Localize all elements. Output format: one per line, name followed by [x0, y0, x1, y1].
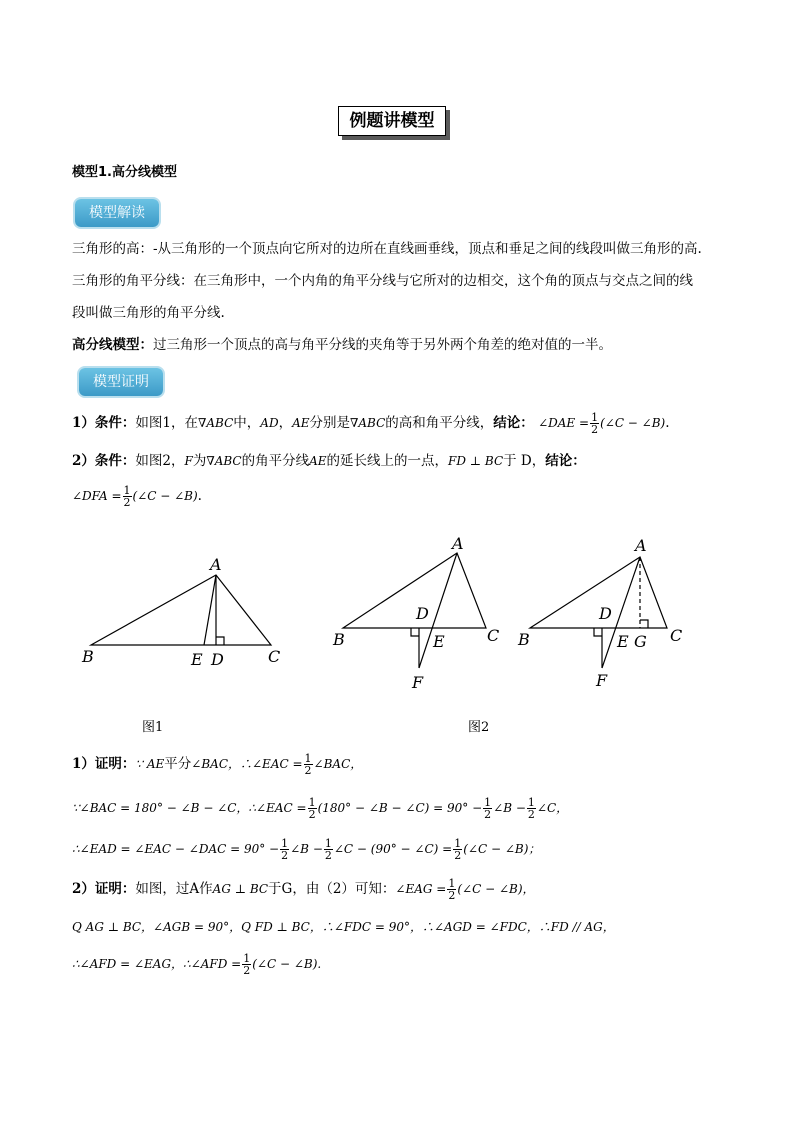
fig2-label-c: C — [487, 626, 500, 645]
proof2-math: AG ⊥ BC — [212, 882, 269, 896]
proof1-fraction — [308, 797, 317, 820]
badge-model-proof: 模型证明 — [79, 368, 163, 396]
fig2-label-e: E — [433, 632, 445, 651]
proof1-math: ∠BAC，∴∠EAC = — [191, 757, 303, 771]
frac-num: 1 — [324, 837, 332, 850]
cond2-ae: AE — [309, 454, 327, 468]
cond1-text: ， — [278, 415, 293, 431]
proof1-fraction — [527, 797, 536, 820]
proof2-line2 — [72, 917, 615, 937]
frac-num: 1 — [243, 952, 251, 965]
proof1-math: ∠B − — [290, 842, 323, 856]
fig1-bisector-ae — [204, 575, 216, 645]
fig3-label-e: E — [617, 632, 629, 651]
fig2-right-angle-mark — [411, 628, 419, 636]
proof1-math: ∠C， — [536, 801, 569, 815]
proof2-fraction — [447, 878, 456, 901]
fig1-triangle — [91, 575, 271, 645]
fig3-right-angle-mark-d — [594, 628, 602, 636]
fig2-label-d: D — [416, 604, 429, 623]
fig2-label-f: F — [412, 673, 424, 692]
proof1-fraction — [453, 838, 462, 861]
cond2-text: 于 D， — [503, 453, 546, 469]
proof2-line1 — [72, 878, 535, 901]
fig3-right-angle-mark-g — [640, 620, 648, 628]
frac-num: 1 — [527, 796, 535, 809]
cond1-ae: AE — [292, 416, 310, 430]
page-title: 例题讲模型 — [338, 106, 446, 136]
frac-num: 1 — [484, 796, 492, 809]
fig1-label-e: E — [191, 650, 203, 669]
fig1-label-d: D — [211, 650, 224, 669]
cond2-end: . — [197, 488, 202, 504]
cond2-f: F — [184, 454, 193, 468]
frac-num: 1 — [281, 837, 289, 850]
proof2-fraction — [242, 953, 251, 976]
figure-1 — [91, 575, 271, 645]
proof1-math: ∵∠BAC = 180° − ∠B − ∠C，∴∠EAC = — [72, 801, 307, 815]
frac-num: 1 — [454, 837, 462, 850]
frac-num: 1 — [304, 752, 312, 765]
cond1-end: . — [665, 415, 670, 431]
proof1-line3 — [72, 838, 540, 861]
cond1-text: 如图1，在 — [135, 415, 198, 431]
cond2-text: 的延长线上的一点， — [326, 453, 449, 469]
cond1-text: 分别是 — [309, 415, 351, 431]
cond2-text: 的角平分线 — [241, 453, 310, 469]
fig1-caption: 图1 — [142, 720, 164, 735]
cond1-rhs: (∠C − ∠B) — [600, 416, 666, 430]
cond1-lhs: ∠DAE = — [538, 416, 590, 430]
proof2-math: ∠EAG = — [395, 882, 447, 896]
cond2-text: 为 — [192, 453, 207, 469]
proof1-math: ∵ AE — [135, 757, 165, 771]
fig3-label-d: D — [599, 604, 612, 623]
reading-line1: 三角形的高：-从三角形的一个顶点向它所对的边所在直线画垂线，顶点和垂足之间的线段叫做三角形的高. — [72, 241, 702, 257]
fig1-label-a: A — [210, 555, 222, 574]
proof1-fraction — [304, 753, 313, 776]
frac-num: 1 — [448, 877, 456, 890]
reading-line3: 段叫做三角形的角平分线. — [72, 305, 225, 321]
proof2-math: (∠C − ∠B). — [252, 957, 322, 971]
frac-den: 2 — [324, 849, 332, 862]
proof2-math: (∠C − ∠B)， — [457, 882, 535, 896]
proof1-prefix: 1）证明： — [72, 756, 136, 772]
frac-den: 2 — [123, 496, 131, 509]
proof1-math: (180° − ∠B − ∠C) = 90° − — [317, 801, 483, 815]
cond2-perp: FD ⊥ BC — [448, 454, 504, 468]
fig2-label-a: A — [452, 534, 464, 553]
model-label: 高分线模型： — [72, 337, 153, 353]
cond1-tri: ∇ABC — [350, 416, 386, 430]
fig3-label-b: B — [518, 630, 530, 649]
cond1-conclusion-label: 结论： — [493, 415, 534, 431]
cond1-tri: ∇ABC — [198, 416, 234, 430]
frac-num: 1 — [591, 411, 599, 424]
cond1-ad: AD — [260, 416, 279, 430]
frac-den: 2 — [527, 808, 535, 821]
proof2-text: 如图，过A作 — [135, 881, 213, 897]
proof1-math: (∠C − ∠B)； — [463, 842, 541, 856]
proof1-fraction — [280, 838, 289, 861]
proof2-text: 于G，由（2）可知： — [268, 881, 396, 897]
cond2-text: 如图2， — [135, 453, 185, 469]
fig1-right-angle-mark — [216, 637, 224, 645]
cond2-rhs: (∠C − ∠B) — [132, 489, 198, 503]
cond2-tri: ∇ABC — [206, 454, 242, 468]
reading-line2: 三角形的角平分线：在三角形中，一个内角的角平分线与它所对的边相交，这个角的顶点与交点之间的线 — [72, 273, 693, 289]
frac-den: 2 — [454, 849, 462, 862]
proof1-math: ∴∠EAD = ∠EAC − ∠DAC = 90° − — [72, 842, 280, 856]
frac-num: 1 — [123, 484, 131, 497]
fig1-label-b: B — [82, 647, 94, 666]
frac-den: 2 — [591, 423, 599, 436]
figure-2 — [343, 553, 486, 668]
proof1-line2 — [72, 797, 568, 820]
proof2-line3 — [72, 953, 321, 976]
proof1-fraction — [483, 797, 492, 820]
frac-den: 2 — [281, 849, 289, 862]
proof1-fraction — [324, 838, 333, 861]
fig2-caption: 图2 — [468, 720, 490, 735]
cond1-text: 的高和角平分线， — [385, 415, 494, 431]
cond2-prefix: 2）条件： — [72, 453, 136, 469]
fig2-triangle — [343, 553, 486, 628]
cond2-lhs: ∠DFA = — [72, 489, 122, 503]
model-heading: 模型1.高分线模型 — [72, 165, 177, 180]
proof1-math: ∠BAC， — [313, 757, 363, 771]
frac-num: 1 — [308, 796, 316, 809]
fig3-label-a: A — [635, 536, 647, 555]
cond1-text: 中， — [233, 415, 261, 431]
proof1-math: ∠B − — [493, 801, 526, 815]
proof2-math: ∴∠AFD = ∠EAG，∴∠AFD = — [72, 957, 242, 971]
proof2-math: Q AG ⊥ BC，∠AGB = 90°，Q FD ⊥ BC，∴∠FDC = 90°，∴∠AGD = ∠FDC，∴FD // AG， — [72, 920, 615, 934]
frac-den: 2 — [308, 808, 316, 821]
proof1-text: 平分 — [164, 756, 192, 772]
frac-den: 2 — [243, 964, 251, 977]
cond2-conclusion-label: 结论： — [545, 453, 586, 469]
proof1-math: ∠C − (90° − ∠C) = — [333, 842, 453, 856]
fig2-label-b: B — [333, 630, 345, 649]
fig1-label-c: C — [268, 647, 281, 666]
frac-den: 2 — [304, 764, 312, 777]
proof1-line1 — [72, 753, 362, 776]
frac-den: 2 — [484, 808, 492, 821]
fig3-label-c: C — [670, 626, 683, 645]
cond1-prefix: 1）条件： — [72, 415, 136, 431]
model-text: 过三角形一个顶点的高与角平分线的夹角等于另外两个角差的绝对值的一半。 — [153, 337, 612, 353]
fig3-label-g: G — [634, 632, 647, 651]
badge-model-reading: 模型解读 — [75, 199, 159, 227]
frac-den: 2 — [448, 889, 456, 902]
proof2-prefix: 2）证明： — [72, 881, 136, 897]
fig3-label-f: F — [596, 671, 608, 690]
